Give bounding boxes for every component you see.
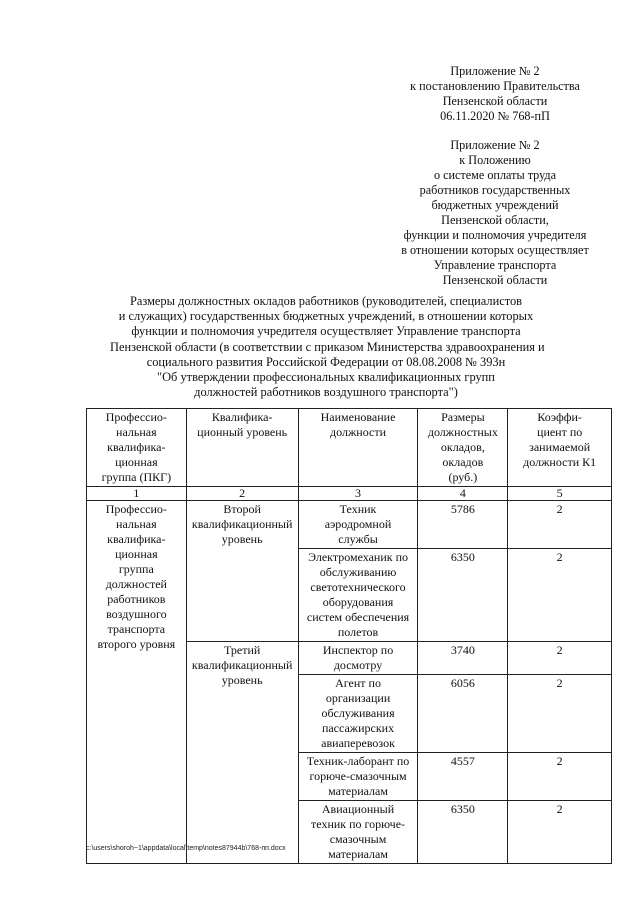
salary-cell: 6350 — [418, 549, 508, 642]
coefficient-cell: 2 — [508, 549, 612, 642]
position-cell: Агент по организации обслуживания пассажирских авиаперевозок — [298, 675, 418, 753]
coefficient-cell: 2 — [508, 642, 612, 675]
table-row — [87, 501, 612, 549]
salary-cell: 3740 — [418, 642, 508, 675]
title-line: функции и полномочия учредителя осуществляет Управление транспорта — [131, 324, 521, 339]
title-line: Пензенской области (в соответствии с приказом Министерства здравоохранения и — [110, 339, 545, 354]
appendix-to-resolution — [380, 64, 610, 124]
title-line: социального развития Российской Федерации от 08.08.2008 № 393н — [146, 354, 506, 369]
document-title — [110, 294, 545, 400]
column-number-row — [87, 487, 612, 501]
title-line: и служащих) государственных бюджетных учреждений, в отношении которых — [118, 309, 534, 324]
appendix-line: к Положению — [459, 153, 531, 167]
title-line: Размеры должностных окладов работников (руководителей, специалистов — [129, 294, 523, 308]
header-position: Наименование должности — [298, 409, 418, 487]
appendix-line: 06.11.2020 № 768-пП — [440, 109, 550, 123]
appendix-line: о системе оплаты труда — [433, 168, 557, 182]
appendix-line: Пензенской области — [442, 273, 548, 287]
appendix-line: работников государственных — [419, 183, 571, 197]
coefficient-cell: 2 — [508, 675, 612, 753]
qual-level-cell: Третий квалификационный уровень — [186, 642, 298, 864]
appendix-line: Приложение № 2 — [450, 138, 540, 152]
header-coefficient: Коэффи- циент по занимаемой должности К1 — [508, 409, 612, 487]
coefficient-cell: 2 — [508, 801, 612, 864]
appendix-line: к постановлению Правительства — [410, 79, 580, 93]
position-cell: Техник аэродромной службы — [298, 501, 418, 549]
appendix-to-regulation — [380, 138, 610, 288]
column-number: 3 — [298, 487, 418, 501]
salary-table — [86, 408, 612, 864]
column-number: 5 — [508, 487, 612, 501]
column-number: 1 — [87, 487, 187, 501]
title-line: должностей работников воздушного транспорта") — [194, 385, 458, 400]
file-path-footer: c:\users\shoroh~1\appdata\local\temp\notes87944b\768-пп.docx — [86, 845, 286, 852]
position-cell: Электромеханик по обслуживанию светотехнического оборудования систем обеспечения полетов — [298, 549, 418, 642]
qual-level-cell: Второй квалификационный уровень — [186, 501, 298, 642]
appendix-line: бюджетных учреждений — [431, 198, 559, 212]
header-qual-level: Квалифика- ционный уровень — [186, 409, 298, 487]
table-header-row — [87, 409, 612, 487]
position-cell: Техник-лаборант по горюче-смазочным материалам — [298, 753, 418, 801]
coefficient-cell: 2 — [508, 501, 612, 549]
header-pkg: Профессио- нальная квалифика- ционная группа (ПКГ) — [87, 409, 187, 487]
appendix-line: в отношении которых осуществляет — [401, 243, 589, 257]
position-cell: Инспектор по досмотру — [298, 642, 418, 675]
title-line: "Об утверждении профессиональных квалификационных групп — [157, 370, 495, 385]
pkg-group-cell: Профессио- нальная квалифика- ционная группа должностей работников воздушного транспорта второго уровня — [87, 501, 187, 864]
coefficient-cell: 2 — [508, 753, 612, 801]
salary-cell: 4557 — [418, 753, 508, 801]
appendix-line: функции и полномочия учредителя — [403, 228, 587, 242]
salary-cell: 6056 — [418, 675, 508, 753]
header-salary: Размеры должностных окладов, окладов (руб.) — [418, 409, 508, 487]
appendix-line: Пензенской области, — [441, 213, 549, 227]
column-number: 2 — [186, 487, 298, 501]
position-cell: Авиационный техник по горюче- смазочным материалам — [298, 801, 418, 864]
salary-cell: 6350 — [418, 801, 508, 864]
appendix-line: Приложение № 2 — [450, 64, 540, 78]
salary-cell: 5786 — [418, 501, 508, 549]
appendix-line: Управление транспорта — [433, 258, 557, 272]
appendix-line: Пензенской области — [442, 94, 548, 108]
column-number: 4 — [418, 487, 508, 501]
